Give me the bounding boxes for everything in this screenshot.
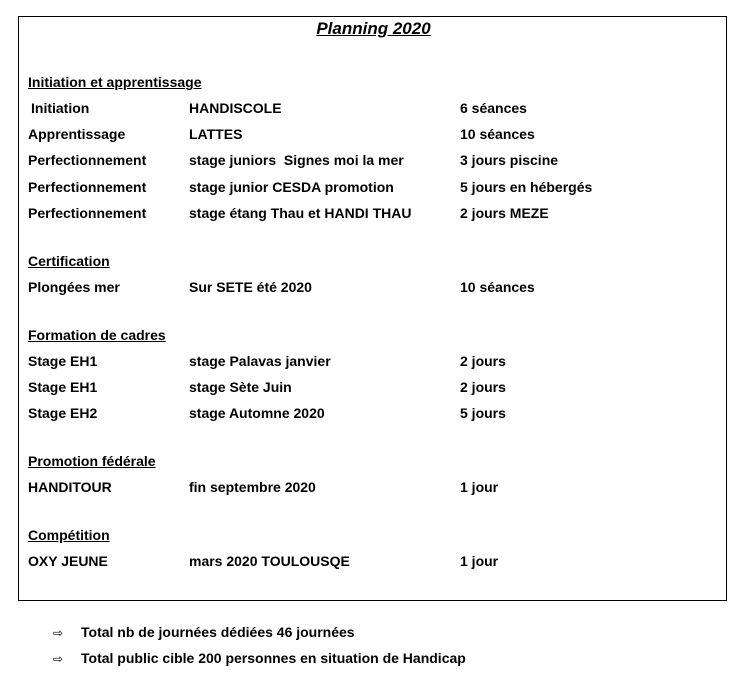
duration-cell: 3 jours piscine (460, 152, 559, 168)
arrow-right-icon: ⇨ (53, 626, 64, 640)
table-row (0, 278, 747, 296)
table-row (0, 352, 747, 370)
duration-cell: 5 jours (460, 405, 506, 421)
detail-cell: stage étang Thau et HANDI THAU (189, 205, 412, 221)
table-row (0, 478, 747, 496)
activity-cell: Initiation (31, 100, 90, 116)
table-row (0, 151, 747, 169)
detail-cell: fin septembre 2020 (189, 479, 316, 495)
detail-cell: LATTES (189, 126, 243, 142)
section-heading-initiation: Initiation et apprentissage (28, 74, 202, 90)
detail-cell: stage junior CESDA promotion (189, 179, 394, 195)
duration-cell: 6 séances (460, 100, 527, 116)
summary-item (53, 649, 466, 667)
activity-cell: Stage EH2 (28, 405, 98, 421)
summary-item (53, 623, 355, 641)
table-row (0, 204, 747, 222)
activity-cell: Stage EH1 (28, 379, 98, 395)
section-heading-formation: Formation de cadres (28, 327, 166, 343)
duration-cell: 5 jours en hébergés (460, 179, 593, 195)
table-row (0, 378, 747, 396)
arrow-right-icon: ⇨ (53, 652, 64, 666)
table-row (0, 99, 747, 117)
activity-cell: Stage EH1 (28, 353, 98, 369)
section-heading-certification: Certification (28, 253, 110, 269)
duration-cell: 2 jours (460, 379, 506, 395)
duration-cell: 10 séances (460, 279, 535, 295)
table-row (0, 404, 747, 422)
section-heading-promotion: Promotion fédérale (28, 453, 156, 469)
activity-cell: OXY JEUNE (28, 553, 108, 569)
detail-cell: stage Palavas janvier (189, 353, 331, 369)
detail-cell: stage Automne 2020 (189, 405, 325, 421)
activity-cell: HANDITOUR (28, 479, 112, 495)
detail-cell: stage juniors Signes moi la mer (189, 152, 404, 168)
activity-cell: Perfectionnement (28, 179, 147, 195)
duration-cell: 1 jour (460, 553, 499, 569)
duration-cell: 2 jours MEZE (460, 205, 549, 221)
table-row (0, 178, 747, 196)
duration-cell: 10 séances (460, 126, 535, 142)
table-row (0, 552, 747, 570)
page-title: Planning 2020 (316, 19, 431, 38)
summary-text: Total public cible 200 personnes en situation de Handicap (81, 650, 466, 666)
detail-cell: Sur SETE été 2020 (189, 279, 312, 295)
activity-cell: Perfectionnement (28, 152, 147, 168)
duration-cell: 2 jours (460, 353, 506, 369)
detail-cell: mars 2020 TOULOUSQE (189, 553, 350, 569)
activity-cell: Perfectionnement (28, 205, 147, 221)
activity-cell: Plongées mer (28, 279, 120, 295)
table-row (0, 125, 747, 143)
section-heading-competition: Compétition (28, 527, 110, 543)
summary-text: Total nb de journées dédiées 46 journées (81, 624, 355, 640)
detail-cell: HANDISCOLE (189, 100, 282, 116)
detail-cell: stage Sète Juin (189, 379, 292, 395)
activity-cell: Apprentissage (28, 126, 126, 142)
duration-cell: 1 jour (460, 479, 499, 495)
